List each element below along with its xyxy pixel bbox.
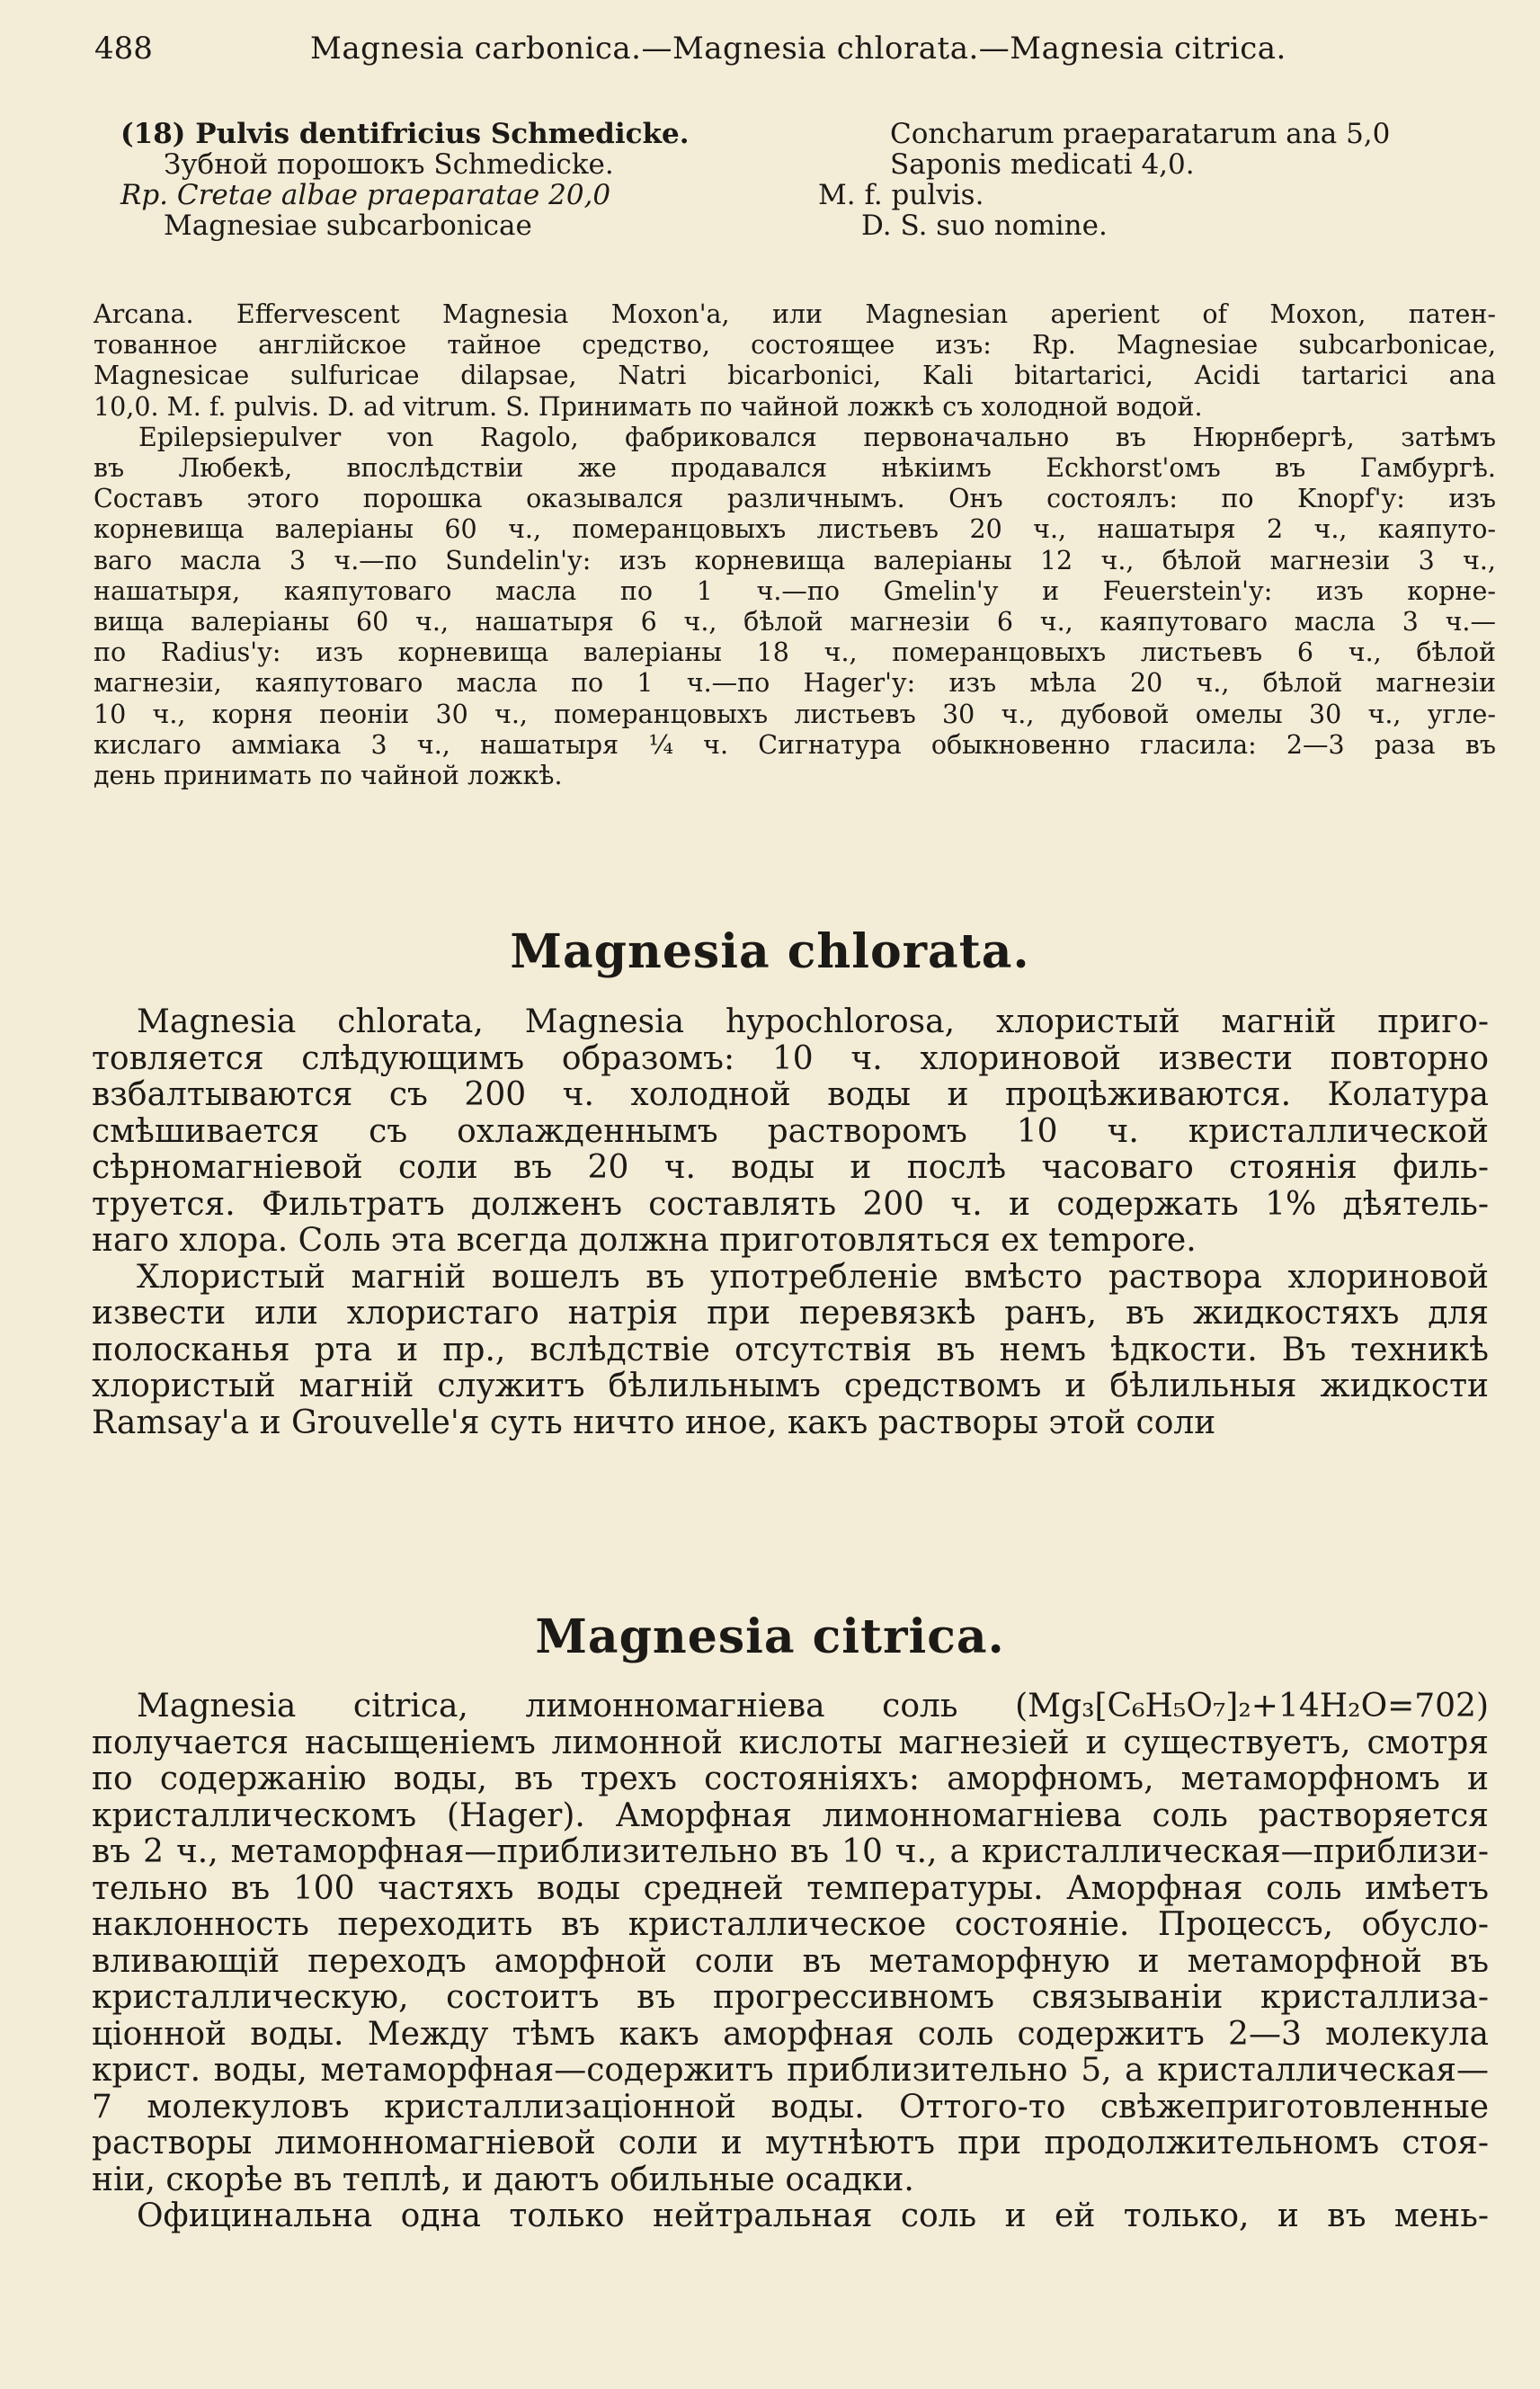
text-line: Arcana. Effervescent Magnesia Moxon'a, или Magnesian aperient of Moxon, патен- (93, 299, 1496, 329)
text-line: растворы лимонномагніевой соли и мутнѣютъ при продолжительномъ стоя- (92, 2125, 1489, 2162)
chlorata-paragraphs (92, 1004, 1489, 1441)
recipe-right-column (818, 119, 1465, 241)
text-line: кристаллическую, состоитъ въ прогрессивномъ связываніи кристаллиза- (92, 1979, 1489, 2016)
text-line: 7 молекуловъ кристаллизаціонной воды. Оттого-то свѣжеприготовленные (92, 2088, 1489, 2126)
text-line: смѣшивается съ охлажденнымъ растворомъ 10 ч. кристаллической (92, 1112, 1489, 1150)
text-line: корневища валеріаны 60 ч., померанцовыхъ листьевъ 20 ч., нашатыря 2 ч., каяпуто- (93, 514, 1496, 545)
text-line: крист. воды, метаморфная—содержитъ приблизительно 5, а кристаллическая— (92, 2052, 1489, 2089)
recipe-title-ru: Зубной порошокъ Schmedicke. (164, 148, 614, 181)
text-line: въ Любекѣ, впослѣдствіи же продавался нѣкіимъ Eckhorst'омъ въ Гамбургѣ. (93, 453, 1496, 484)
text-line: вливающій переходъ аморфной соли въ метаморфную и метаморфной въ (92, 1942, 1489, 1980)
recipe-left-column (120, 119, 768, 241)
text-line: нашатыря, каяпутоваго масла по 1 ч.—по Gmelin'у и Feuerstein'у: изъ корне- (93, 575, 1496, 606)
text-line: тельно въ 100 частяхъ воды средней температуры. Аморфная соль имѣетъ (92, 1869, 1489, 1907)
text-line: Magnesia citrica, лимонномагніева соль (Mg₃[C₆H₅O₇]₂+14H₂O=702) (137, 1688, 1489, 1725)
text-line: Ramsay'а и Grouvelle'я суть ничто иное, какъ растворы этой соли (92, 1404, 1216, 1441)
citrica-paragraphs (92, 1689, 1489, 2235)
section-heading-chlorata: Magnesia chlorata. (510, 924, 1030, 979)
text-line: ніи, скорѣе въ теплѣ, и даютъ обильные осадки. (92, 2161, 914, 2198)
text-line: по содержанію воды, въ трехъ состояніяхъ: аморфномъ, метаморфномъ и (92, 1761, 1489, 1797)
recipe-ingredient: Concharum praeparatarum ana 5,0 (890, 118, 1391, 150)
page-number: 488 (94, 31, 153, 67)
arcana-paragraphs (93, 299, 1496, 791)
text-line: Magnesicae sulfuricae dilapsae, Natri bicarbonici, Kali bitartarici, Acidi tartarici ana (93, 361, 1496, 391)
text-line: 10,0. M. f. pulvis. D. ad vitrum. S. Принимать по чайной ложкѣ съ холодной водой. (93, 391, 1203, 422)
recipe-ingredient: Saponis medicati 4,0. (890, 148, 1195, 181)
text-line: Magnesia chlorata, Magnesia hypochlorosa, хлористый магній приго- (137, 1003, 1489, 1040)
text-line: полосканья рта и пр., вслѣдствіе отсутствія въ немъ ѣдкости. Въ техникѣ (92, 1331, 1489, 1368)
text-line: Epilepsiepulver von Ragolo, фабриковался первоначально въ Нюрнбергѣ, затѣмъ (138, 422, 1496, 452)
text-line: день принимать по чайной ложкѣ. (93, 761, 563, 791)
running-head (94, 31, 1317, 76)
text-line: въ 2 ч., метаморфная—приблизительно въ 10 ч., а кристаллическая—приблизи- (92, 1833, 1489, 1870)
recipe-title: (18) Pulvis dentifricius Schmedicke. (120, 118, 690, 150)
recipe-instruction: M. f. pulvis. (818, 179, 984, 211)
text-line: ваго масла 3 ч.—по Sundelin'у: изъ корневища валеріаны 12 ч., бѣлой магнезіи 3 ч., (93, 545, 1496, 575)
text-line: Составъ этого порошка оказывался различнымъ. Онъ состоялъ: по Knopf'у: изъ (93, 484, 1496, 514)
text-line: извести или хлористаго натрія при перевязкѣ ранъ, въ жидкостяхъ для (92, 1295, 1489, 1332)
text-line: труется. Фильтратъ долженъ составлять 200 ч. и содержать 1% дѣятель- (92, 1185, 1489, 1223)
text-line: магнезіи, каяпутоваго масла по 1 ч.—по Hager'у: изъ мѣла 20 ч., бѣлой магнезіи (93, 668, 1496, 699)
text-line: взбалтываются съ 200 ч. холодной воды и процѣживаются. Колатура (92, 1076, 1489, 1113)
text-line: по Radius'у: изъ корневища валеріаны 18 ч., померанцовыхъ листьевъ 6 ч., бѣлой (93, 637, 1496, 668)
text-line: тованное англійское тайное средство, состоящее изъ: Rp. Magnesiae subcarbonicae, (93, 330, 1496, 361)
text-line: Официнальна одна только нейтральная соль и ей только, и въ мень- (137, 2197, 1489, 2234)
text-line: вища валеріаны 60 ч., нашатыря 6 ч., бѣлой магнезіи 6 ч., каяпутоваго масла 3 ч.— (93, 607, 1496, 637)
running-title: Magnesia carbonica.—Magnesia chlorata.—Magnesia citrica. (310, 31, 1286, 67)
text-line: сѣрномагніевой соли въ 20 ч. воды и послѣ часоваго стоянія филь- (92, 1149, 1489, 1186)
text-line: получается насыщеніемъ лимонной кислоты магнезіей и существуетъ, смотря (92, 1724, 1489, 1761)
text-line: кислаго амміака 3 ч., нашатыря ¼ ч. Сигнатура обыкновенно гласила: 2—3 раза въ (93, 729, 1496, 760)
text-line: ціонной воды. Между тѣмъ какъ аморфная соль содержитъ 2—3 молекула (92, 2015, 1489, 2053)
recipe-ingredient: Rp. Cretae albae praeparatae 20,0 (120, 179, 611, 211)
text-line: наго хлора. Соль эта всегда должна приготовляться ex tempore. (92, 1222, 1197, 1259)
text-line: 10 ч., корня пеоніи 30 ч., померанцовыхъ листьевъ 30 ч., дубовой омелы 30 ч., угле- (93, 699, 1496, 729)
recipe-ingredient: Magnesiae subcarbonicae (164, 209, 532, 242)
text-line: товляется слѣдующимъ образомъ: 10 ч. хлориновой извести повторно (92, 1039, 1489, 1077)
recipe-signa: D. S. suo nomine. (861, 209, 1108, 242)
text-line: кристаллическомъ (Hager). Аморфная лимонномагніева соль растворяется (92, 1796, 1489, 1834)
text-line: Хлористый магній вошелъ въ употребленіе вмѣсто раствора хлориновой (137, 1258, 1489, 1296)
text-line: хлористый магній служитъ бѣлильнымъ средствомъ и бѣлильныя жидкости (92, 1368, 1489, 1404)
section-heading-citrica: Magnesia citrica. (535, 1609, 1005, 1664)
text-line: наклонность переходить въ кристаллическое состояніе. Процессъ, обусло- (92, 1906, 1489, 1943)
